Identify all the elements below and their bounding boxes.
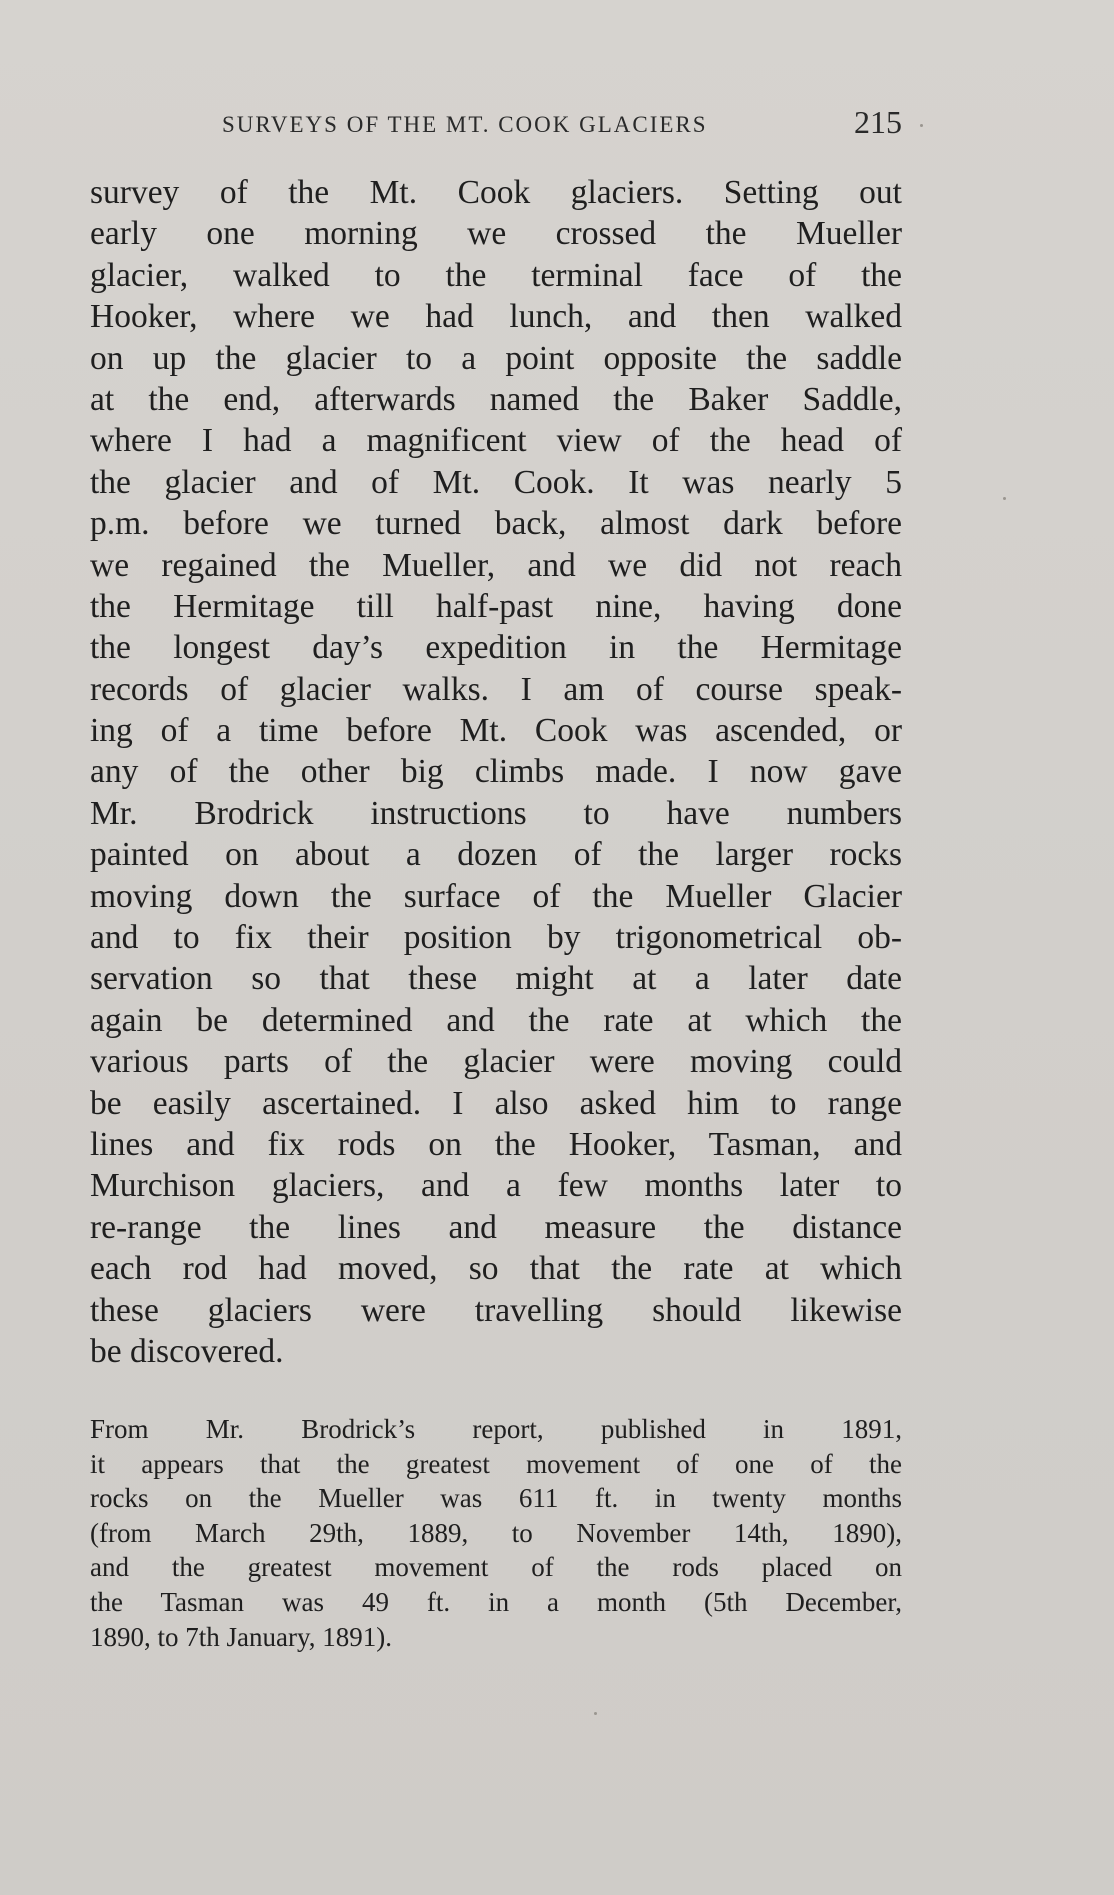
note-line: the Tasman was 49 ft. in a month (5th December, <box>90 1586 902 1617</box>
text-line: we regained the Mueller, and we did not reach <box>90 546 902 584</box>
text-line: early one morning we crossed the Mueller <box>90 215 902 253</box>
text-line: where I had a magnificent view of the head of <box>90 422 902 460</box>
text-line: survey of the Mt. Cook glaciers. Setting out <box>90 174 902 211</box>
text-line: glacier, walked to the terminal face of the <box>90 256 902 294</box>
text-line: moving down the surface of the Mueller Glacier <box>90 877 902 915</box>
text-line: Hooker, where we had lunch, and then walked <box>90 298 902 336</box>
note-line: rocks on the Mueller was 611 ft. in twenty months <box>90 1483 902 1514</box>
text-line: ing of a time before Mt. Cook was ascended, or <box>90 712 902 750</box>
note-line: it appears that the greatest movement of one of the <box>90 1448 902 1479</box>
text-line: at the end, afterwards named the Baker Saddle, <box>90 380 902 418</box>
page-number: 215 <box>854 104 902 140</box>
text-line: any of the other big climbs made. I now gave <box>90 753 902 791</box>
note-line: and the greatest movement of the rods placed on <box>90 1552 902 1583</box>
text-line: painted on about a dozen of the larger rocks <box>90 836 902 874</box>
main-paragraph <box>90 172 902 1372</box>
text-line: the glacier and of Mt. Cook. It was nearly 5 <box>90 463 902 501</box>
text-line: each rod had moved, so that the rate at which <box>90 1250 902 1288</box>
text-line: again be determined and the rate at which the <box>90 1001 902 1039</box>
paper-speck <box>594 1712 597 1715</box>
paper-speck <box>1003 497 1006 500</box>
text-line: various parts of the glacier were moving could <box>90 1043 902 1081</box>
note-line: From Mr. Brodrick’s report, published in 1891, <box>90 1414 902 1444</box>
text-line: lines and fix rods on the Hooker, Tasman, and <box>90 1125 902 1163</box>
text-line: servation so that these might at a later date <box>90 960 902 998</box>
paper-speck <box>920 124 923 127</box>
text-line: the longest day’s expedition in the Hermitage <box>90 629 902 667</box>
text-line: p.m. before we turned back, almost dark before <box>90 505 902 543</box>
note-line: 1890, to 7th January, 1891). <box>90 1621 392 1652</box>
note-paragraph <box>90 1412 902 1654</box>
text-line: Murchison glaciers, and a few months later to <box>90 1167 902 1205</box>
text-line: records of glacier walks. I am of course speak- <box>90 670 902 708</box>
text-line: be easily ascertained. I also asked him to range <box>90 1084 902 1122</box>
page-header <box>90 104 902 144</box>
note-line: (from March 29th, 1889, to November 14th, 1890), <box>90 1517 902 1548</box>
running-title: SURVEYS OF THE MT. COOK GLACIERS <box>222 112 708 137</box>
text-line: and to fix their position by trigonometrical ob- <box>90 919 902 957</box>
text-line: these glaciers were travelling should likewise <box>90 1291 902 1329</box>
text-line: the Hermitage till half-past nine, having done <box>90 587 902 625</box>
text-line: be discovered. <box>90 1332 284 1370</box>
text-line: re-range the lines and measure the distance <box>90 1208 902 1246</box>
text-line: Mr. Brodrick instructions to have numbers <box>90 794 902 832</box>
text-line: on up the glacier to a point opposite the saddle <box>90 339 902 377</box>
